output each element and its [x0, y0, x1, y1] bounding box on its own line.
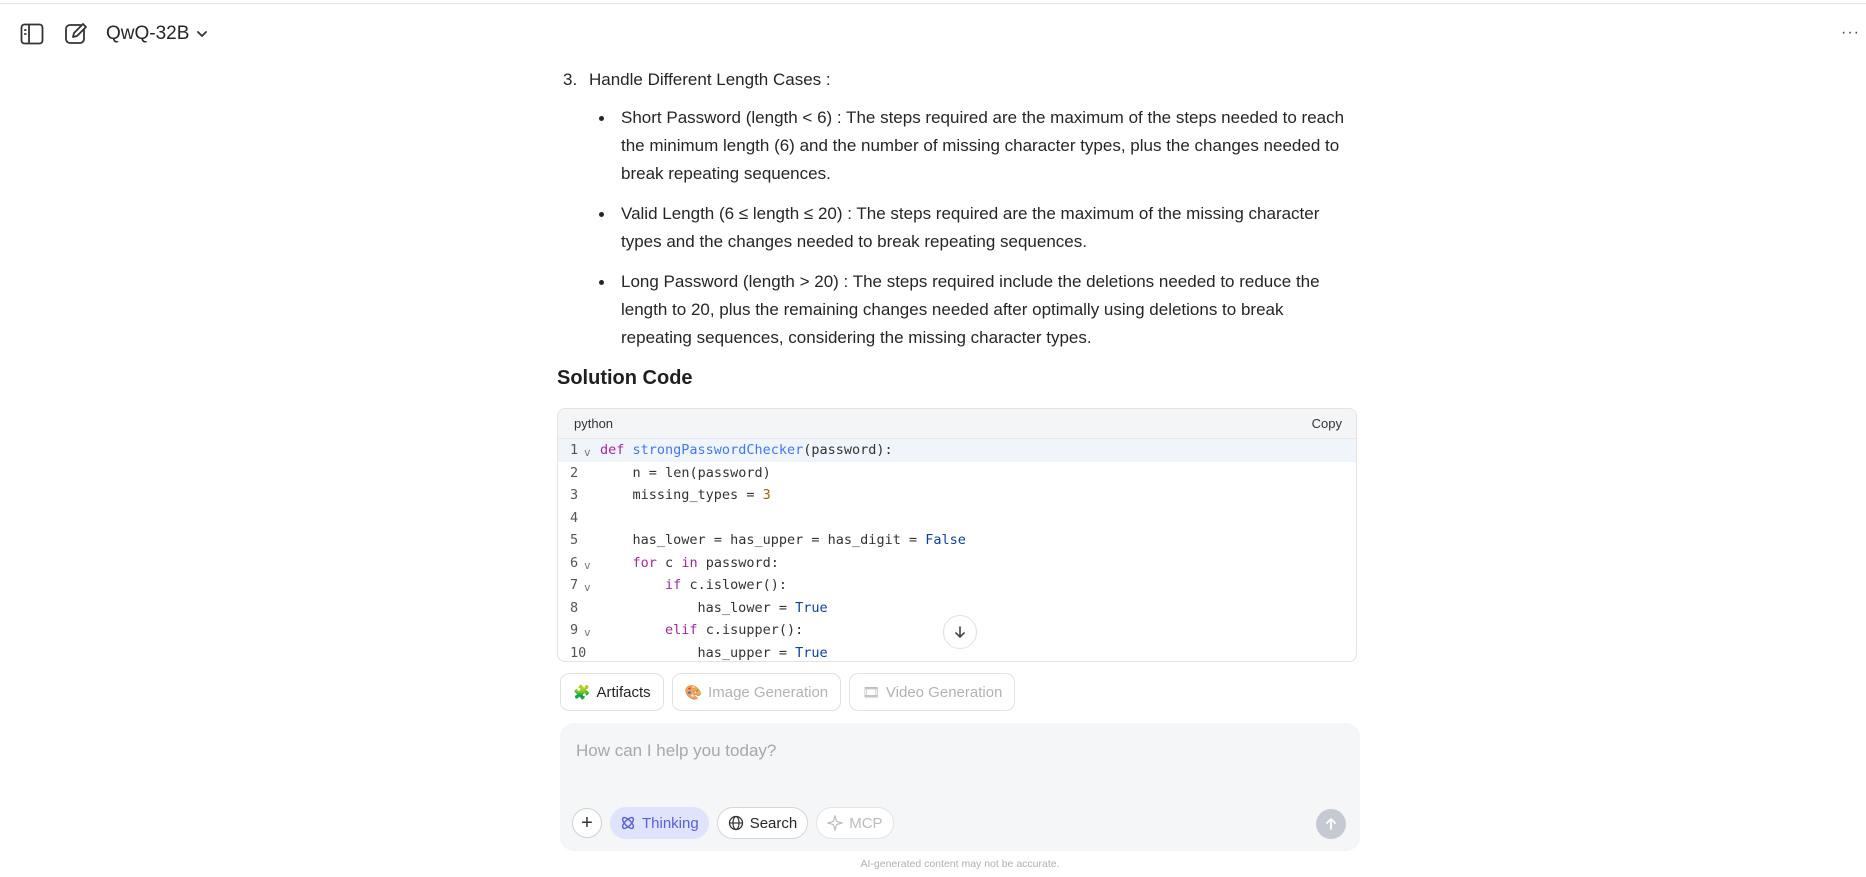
- model-selector[interactable]: [106, 20, 209, 48]
- message-input[interactable]: How can I help you today?: [576, 741, 777, 760]
- code-text: for c in password:: [632, 554, 779, 571]
- line-number: 8: [570, 599, 579, 616]
- code-text: has_upper = True: [697, 644, 828, 661]
- line-number: 2: [570, 464, 579, 481]
- mcp-toggle[interactable]: [816, 807, 893, 839]
- arrow-up-icon: [1324, 817, 1338, 831]
- line-number: 3: [570, 487, 579, 503]
- fold-chevron-icon[interactable]: v: [584, 446, 591, 459]
- search-toggle[interactable]: [717, 807, 809, 839]
- code-line: [558, 552, 1356, 575]
- plus-icon: +: [581, 811, 593, 834]
- scroll-down-button[interactable]: [943, 615, 977, 649]
- message-composer: [560, 723, 1360, 851]
- code-text: elif c.isupper():: [665, 622, 804, 638]
- line-number: 10: [570, 644, 587, 661]
- fold-chevron-icon[interactable]: v: [584, 626, 591, 639]
- list-heading: Handle Different Length Cases :: [589, 70, 831, 89]
- more-options-button[interactable]: ···: [1841, 24, 1860, 41]
- code-language: python: [574, 416, 614, 431]
- line-number: 7: [570, 577, 579, 593]
- top-border: [0, 0, 1866, 4]
- thinking-icon: [620, 815, 636, 831]
- bullet-list: [557, 104, 1357, 352]
- chat-content: [557, 66, 1357, 664]
- arrow-down-icon: [953, 625, 967, 639]
- code-text: missing_types = 3: [632, 487, 771, 503]
- disclaimer: AI-generated content may not be accurate.: [860, 858, 1060, 870]
- artifacts-button[interactable]: [560, 673, 664, 711]
- tool-bar: [560, 673, 1015, 711]
- composer-controls: [572, 807, 894, 839]
- line-number: 6: [570, 554, 579, 571]
- header: [0, 10, 1866, 56]
- code-line: [558, 529, 1356, 552]
- code-line: [558, 507, 1356, 530]
- line-number: 9: [570, 622, 579, 638]
- sidebar-toggle-icon[interactable]: [18, 20, 46, 48]
- bullet-text: The steps required are the maximum of the missing character types and the changes needed to break repeating sequences.: [621, 204, 1320, 251]
- code-text: def strongPasswordChecker(password):: [600, 442, 893, 458]
- code-text: has_lower = True: [697, 599, 828, 616]
- model-name: QwQ-32B: [106, 23, 190, 44]
- puzzle-icon: 🧩: [573, 683, 591, 700]
- video-generation-label: Video Generation: [885, 683, 1003, 701]
- code-header: [558, 409, 1356, 439]
- image-generation-label: Image Generation: [708, 683, 829, 701]
- bullet-term: Short Password (length < 6) :: [621, 108, 842, 127]
- line-number: 4: [570, 509, 579, 526]
- artifacts-label: Artifacts: [596, 683, 651, 701]
- list-number: 3.: [563, 70, 578, 89]
- globe-icon: [728, 815, 744, 831]
- bullet-term: Long Password (length > 20) :: [621, 272, 849, 291]
- add-attachment-button[interactable]: [572, 808, 602, 838]
- image-generation-button[interactable]: [672, 673, 842, 711]
- code-text: n = len(password): [632, 464, 771, 481]
- section-title: Solution Code: [557, 367, 693, 389]
- code-line: [558, 462, 1356, 485]
- list-item: [557, 66, 1357, 94]
- new-chat-icon[interactable]: [62, 20, 90, 48]
- code-text: if c.islower():: [665, 577, 788, 593]
- bullet-term: Valid Length (6 ≤ length ≤ 20) :: [621, 204, 852, 223]
- fold-chevron-icon[interactable]: v: [584, 581, 591, 594]
- thinking-label: Thinking: [642, 814, 699, 832]
- sparkle-icon: [827, 815, 843, 831]
- code-line: [558, 484, 1356, 507]
- chevron-down-icon: [195, 27, 209, 41]
- bullet-item: [621, 104, 1357, 188]
- line-number: 5: [570, 532, 579, 548]
- line-number: 1: [570, 442, 579, 458]
- bullet-item: [621, 268, 1357, 352]
- code-text: has_lower = has_upper = has_digit = False: [632, 532, 966, 548]
- code-line: [558, 574, 1356, 597]
- film-icon: 🎞: [862, 683, 880, 700]
- send-button[interactable]: [1316, 809, 1346, 839]
- mcp-label: MCP: [849, 814, 883, 832]
- palette-icon: 🎨: [684, 683, 703, 700]
- search-label: Search: [749, 814, 798, 832]
- fold-chevron-icon[interactable]: v: [584, 558, 591, 572]
- video-generation-button[interactable]: [849, 673, 1015, 711]
- bullet-item: [621, 200, 1357, 256]
- copy-button[interactable]: Copy: [1311, 416, 1342, 431]
- code-line: [558, 439, 1356, 462]
- thinking-toggle[interactable]: [610, 807, 709, 839]
- bullet-text: The steps required are the maximum of the steps needed to reach the minimum length (6) and the number of missing character types, plus the changes needed to break repeating sequences.: [621, 108, 1345, 183]
- bullet-text: The steps required include the deletions needed to reduce the length to 20, plus the remaining changes needed after optimally using deletions to break repeating sequences, considering the missing character types.: [621, 272, 1320, 347]
